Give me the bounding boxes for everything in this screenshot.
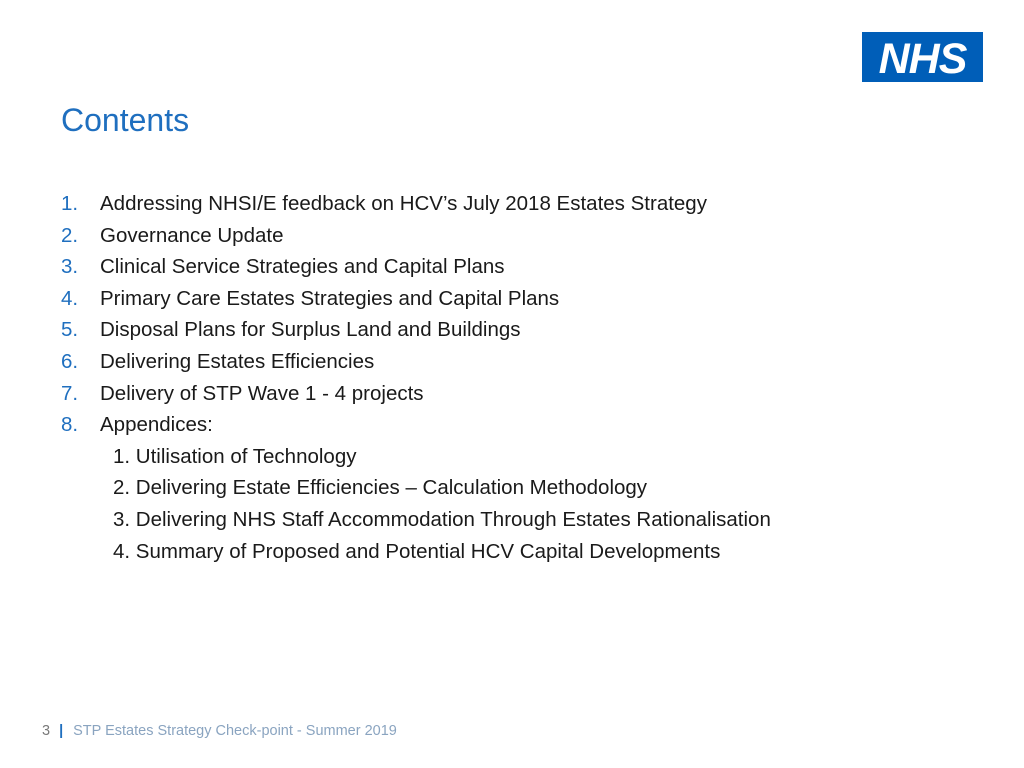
appendix-item-3: 3. Delivering NHS Staff Accommodation Through Estates Rationalisation [113, 507, 771, 531]
page-number: 3 [42, 723, 51, 739]
item-label: Governance Update [100, 223, 284, 247]
appendix-item-2: 2. Delivering Estate Efficiencies – Calculation Methodology [113, 476, 648, 500]
contents-item-6 [61, 346, 771, 378]
appendices-list [61, 441, 771, 567]
item-number: 4. [61, 286, 79, 310]
item-label: Delivering Estates Efficiencies [100, 349, 375, 373]
footer-text: STP Estates Strategy Check-point - Summer 2019 [73, 723, 397, 739]
item-number: 7. [61, 381, 79, 405]
item-number: 5. [61, 318, 79, 342]
item-number: 3. [61, 255, 79, 279]
nhs-logo-text: NHS [878, 35, 967, 82]
item-label: Appendices: [100, 413, 213, 437]
contents-item-3 [61, 251, 771, 283]
contents-item-8 [61, 409, 771, 441]
item-number: 2. [61, 223, 79, 247]
appendix-item-4: 4. Summary of Proposed and Potential HCV Capital Developments [113, 539, 721, 563]
contents-item-2 [61, 220, 771, 252]
item-label: Primary Care Estates Strategies and Capital Plans [100, 286, 560, 310]
contents-item-7 [61, 378, 771, 410]
contents-item-4 [61, 283, 771, 315]
item-label: Addressing NHSI/E feedback on HCV’s July 2018 Estates Strategy [100, 192, 707, 215]
page-title: Contents [61, 102, 190, 138]
item-number: 8. [61, 413, 79, 437]
contents-list [61, 188, 771, 567]
footer-separator: | [59, 723, 64, 739]
appendix-item-1: 1. Utilisation of Technology [113, 444, 357, 468]
item-label: Clinical Service Strategies and Capital Plans [100, 255, 505, 279]
item-number: 1. [61, 192, 79, 215]
contents-item-1 [61, 188, 771, 220]
appendices-group [61, 441, 771, 567]
contents-item-5 [61, 314, 771, 346]
item-label: Disposal Plans for Surplus Land and Buildings [100, 318, 521, 342]
footer [42, 721, 397, 741]
item-label: Delivery of STP Wave 1 - 4 projects [100, 381, 424, 405]
item-number: 6. [61, 349, 79, 373]
nhs-logo-graphic [862, 32, 983, 82]
nhs-logo [862, 32, 983, 82]
